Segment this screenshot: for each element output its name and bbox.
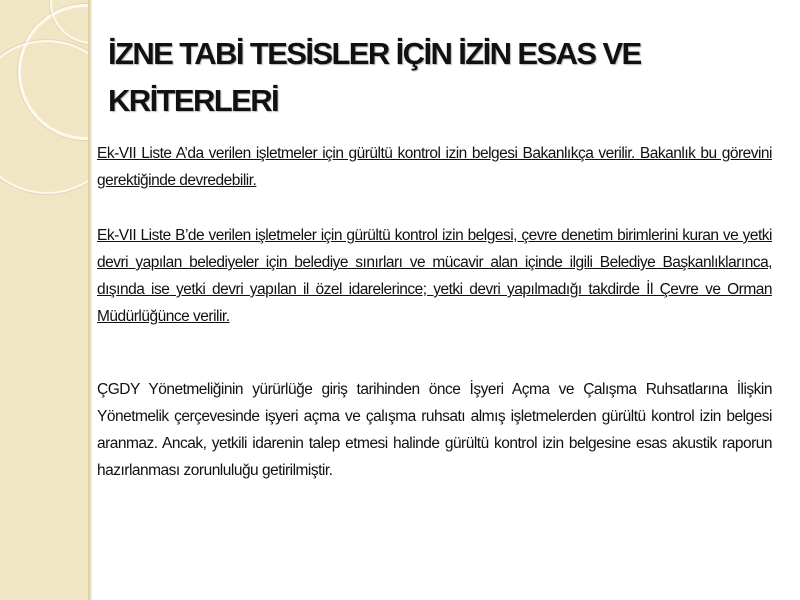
paragraph-liste-b: Ek-VII Liste B’de verilen işletmeler için gürültü kontrol izin belgesi, çevre denetim birimlerini kuran ve yetki devri yapılan belediyeler için belediye sınırları ve mücavir alan içinde ilgili Belediye Başkanlıklarınca, dışında ise yetki devri yapılan il özel idarelerince; yetki devri yapılmadığı takdirde İl Çevre ve Orman Müdürlüğünce verilir. — [97, 227, 772, 325]
slide-title: İZNE TABİ TESİSLER İÇİN İZİN ESAS VE KRİTERLERİ — [108, 36, 641, 118]
decorative-circle-icon — [0, 40, 88, 194]
paragraph-liste-a: Ek-VII Liste A’da verilen işletmeler için gürültü kontrol izin belgesi Bakanlıkça verilir. Bakanlık bu görevini gerektiğinde devredebilir. — [97, 145, 772, 189]
sidebar-edge-divider — [88, 0, 92, 600]
decorative-sidebar — [0, 0, 88, 600]
paragraph-cgdy: ÇGDY Yönetmeliğinin yürürlüğe giriş tarihinden önce İşyeri Açma ve Çalışma Ruhsatlarına İlişkin Yönetmelik çerçevesinde işyeri açma ve çalışma ruhsatı almış işletmelerden gürültü kontrol izin belgesi aranmaz. Ancak, yetkili idarenin talep etmesi halinde gürültü kontrol izin belgesine esas akustik raporun hazırlanması zorunluluğu getirilmiştir. — [97, 381, 772, 479]
slide-body — [97, 140, 772, 484]
